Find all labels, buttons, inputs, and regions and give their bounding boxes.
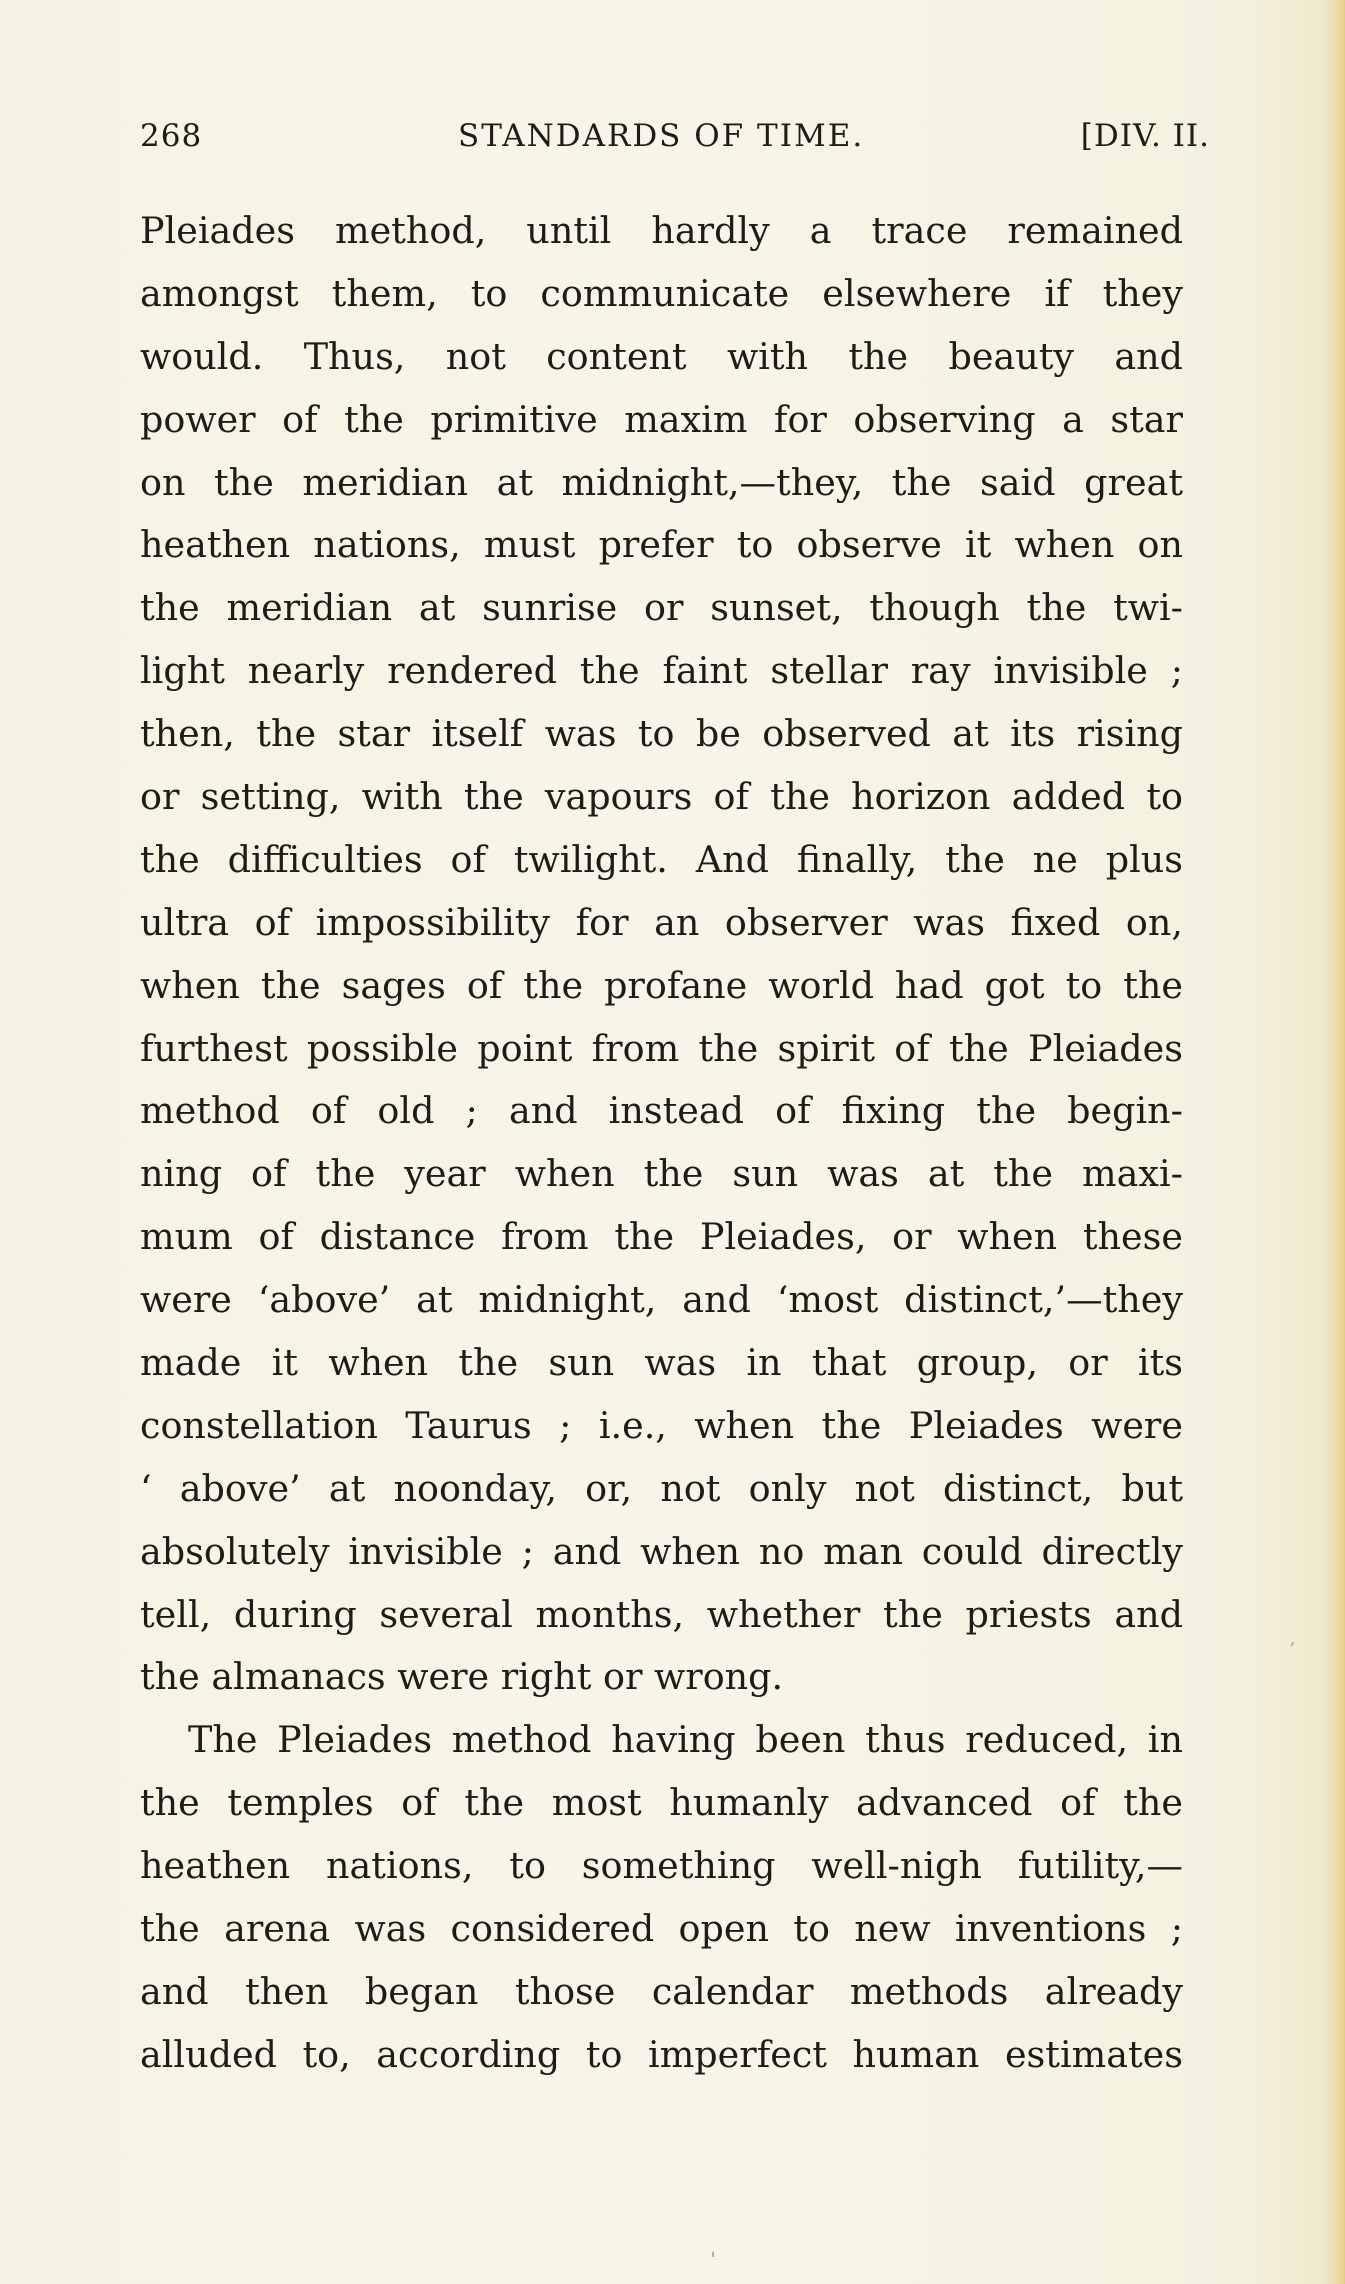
text-line: the arena was considered open to new inventions ; (140, 1907, 1183, 1951)
text-line: absolutely invisible ; and when no man could directly (140, 1529, 1183, 1573)
running-header (140, 118, 1210, 168)
text-line: ning of the year when the sun was at the maxi- (140, 1152, 1183, 1196)
text-line: then, the star itself was to be observed at its rising (140, 712, 1183, 756)
page-number: 268 (140, 118, 203, 154)
text-line: light nearly rendered the faint stellar ray invisible ; (140, 649, 1183, 693)
text-line: amongst them, to communicate elsewhere if they (140, 271, 1183, 315)
margin-mark: ′ (1290, 1640, 1295, 1665)
text-line: the meridian at sunrise or sunset, though the twi- (140, 586, 1183, 630)
text-line: on the meridian at midnight,—they, the said great (140, 460, 1183, 504)
text-line: ultra of impossibility for an observer was fixed on, (140, 900, 1183, 944)
text-line: The Pleiades method having been thus reduced, in (188, 1718, 1183, 1762)
text-line: alluded to, according to imperfect human estimates (140, 2032, 1183, 2076)
division-label: [DIV. II. (1080, 118, 1210, 154)
text-line: ‘ above’ at noonday, or, not only not distinct, but (140, 1466, 1183, 1510)
text-line: power of the primitive maxim for observing a star (140, 397, 1183, 441)
text-line: the temples of the most humanly advanced of the (140, 1781, 1183, 1825)
text-line: or setting, with the vapours of the horizon added to (140, 775, 1183, 819)
text-line: heathen nations, to something well-nigh futility,— (140, 1844, 1183, 1888)
text-line: furthest possible point from the spirit of the Pleiades (140, 1026, 1183, 1070)
text-line: Pleiades method, until hardly a trace remained (140, 209, 1183, 252)
text-line: method of old ; and instead of fixing the begin- (140, 1089, 1183, 1133)
page-edge (1323, 0, 1345, 2284)
text-line: when the sages of the profane world had got to the (140, 963, 1183, 1007)
text-line: were ‘above’ at midnight, and ‘most distinct,’—they (140, 1278, 1183, 1322)
text-line: tell, during several months, whether the priests and (140, 1592, 1183, 1636)
text-line: the almanacs were right or wrong. (140, 1655, 784, 1699)
margin-mark: ˈ (710, 2250, 717, 2275)
text-line: the difficulties of twilight. And finally, the ne plus (140, 837, 1183, 881)
text-line: heathen nations, must prefer to observe it when on (140, 523, 1183, 567)
body-text (140, 200, 1183, 2087)
text-line: would. Thus, not content with the beauty and (140, 334, 1183, 378)
text-line: and then began those calendar methods already (140, 1969, 1183, 2013)
text-line: mum of distance from the Pleiades, or when these (140, 1215, 1183, 1259)
text-line: made it when the sun was in that group, or its (140, 1341, 1183, 1385)
running-title: STANDARDS OF TIME. (458, 118, 865, 154)
text-line: constellation Taurus ; i.e., when the Pleiades were (140, 1403, 1183, 1447)
